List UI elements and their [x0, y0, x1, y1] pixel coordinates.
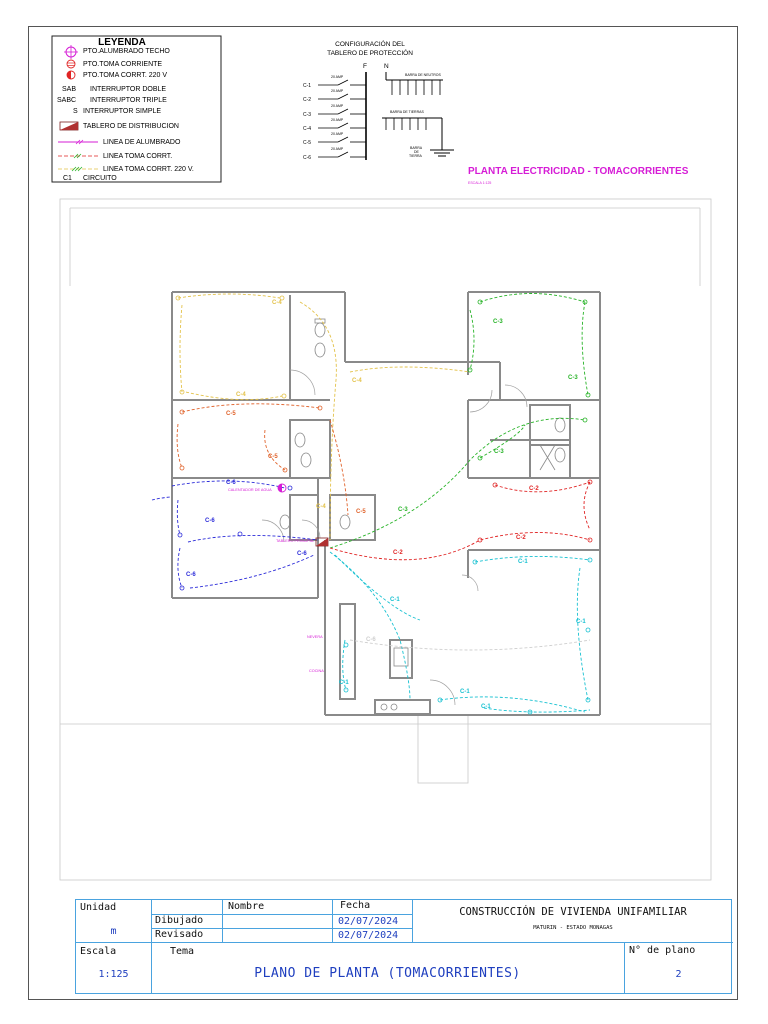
tema-value: PLANO DE PLANTA (TOMACORRIENTES)	[254, 966, 521, 981]
breaker-rating-label: 20 AMP	[331, 147, 344, 151]
water-heater-icon	[278, 484, 286, 492]
escala-label: Escala	[80, 946, 117, 957]
circuit-label: C-5	[356, 509, 366, 515]
breaker-rating-label: 20 AMP	[331, 132, 344, 136]
annotation-main-panel: TABLERO PRINCIPAL	[276, 539, 315, 543]
dibujado-date: 02/07/2024	[338, 916, 399, 927]
legend-symbol-sabc: SABC	[57, 97, 77, 104]
walls	[172, 292, 600, 715]
revisado-label: Revisado	[155, 929, 204, 940]
config-phase-n: N	[384, 63, 389, 70]
circuit-label: C-2	[393, 550, 403, 556]
neutral-terminals	[392, 80, 440, 95]
legend-label-outlet: PTO.TOMA CORRIENTE	[83, 61, 163, 68]
escala-value: 1:125	[98, 969, 129, 980]
legend-symbol-s: S	[73, 108, 78, 115]
outlet-220v-icon	[67, 71, 75, 79]
circuit-label: C-3	[398, 507, 408, 513]
outlet-icon	[67, 60, 75, 68]
circuit-label: C-1	[518, 559, 528, 565]
plan-scale-note: ESCALA 1:125	[468, 181, 492, 185]
nombre-label: Nombre	[228, 901, 265, 912]
unidad-value: m	[110, 926, 117, 937]
config-title-line1: CONFIGURACIÓN DEL	[335, 41, 405, 48]
config-phase-f: F	[363, 63, 367, 70]
legend-label-triple-switch: INTERRUPTOR TRIPLE	[90, 97, 167, 104]
circuit-label: C-5	[226, 411, 236, 417]
legend-label-outlet-220v-line: LINEA TOMA CORRT. 220 V.	[103, 166, 194, 173]
config-title-line2: TABLERO DE PROTECCIÓN	[327, 50, 413, 57]
circuit-label: C-4	[272, 300, 282, 306]
circuit-label: C-2	[529, 486, 539, 492]
circuit-label: C-3	[494, 449, 504, 455]
plan-annotations	[228, 488, 324, 673]
legend-symbol-sab: SAB	[62, 86, 77, 93]
breaker-c6	[303, 147, 366, 161]
legend-label-outlet-220v: PTO.TOMA CORRT. 220 V	[83, 72, 168, 79]
circuit-label: C-6	[205, 518, 215, 524]
breaker-circuit-label: C-3	[303, 112, 312, 118]
plan-title: PLANTA ELECTRICIDAD - TOMACORRIENTES	[468, 166, 689, 177]
legend-label-single-switch: INTERRUPTOR SIMPLE	[83, 108, 162, 115]
tema-label: Tema	[170, 946, 195, 957]
ceiling-light-icon	[64, 45, 78, 59]
breaker-rating-label: 20 AMP	[331, 118, 344, 122]
earth-ground-icon	[430, 150, 454, 156]
circuit-label: C-3	[568, 375, 578, 381]
circuit-label: C-1	[481, 704, 491, 710]
ground-terminals	[386, 118, 426, 130]
outlet-220v-line-icon	[58, 167, 98, 171]
circuit-label: C-6	[366, 637, 376, 643]
lighting-line-icon	[58, 140, 98, 144]
breaker-c5	[303, 132, 366, 146]
breaker-circuit-label: C-1	[303, 83, 312, 89]
breaker-c2	[303, 89, 366, 103]
breaker-c4	[303, 118, 366, 132]
circuit-run-c3	[330, 294, 588, 549]
legend-symbol-c1: C1	[63, 175, 72, 182]
unidad-label: Unidad	[80, 902, 117, 913]
outlet-line-icon	[58, 154, 98, 158]
circuit-run-c6	[152, 481, 318, 588]
circuit-label: C-5	[268, 454, 278, 460]
plano-value: 2	[675, 969, 682, 980]
earth-label-1: BARRA	[410, 146, 423, 150]
fecha-label: Fecha	[340, 900, 371, 911]
dibujado-label: Dibujado	[155, 915, 204, 926]
revisado-date: 02/07/2024	[338, 930, 399, 941]
annotation-water-heater: CALENTADOR DE AGUA	[228, 488, 272, 492]
annotation-stove: COCINA	[309, 669, 324, 673]
title-block	[75, 899, 732, 994]
project-title: CONSTRUCCIÓN DE VIVIENDA UNIFAMILIAR	[459, 906, 687, 918]
breaker-c3	[303, 104, 366, 118]
circuit-label: C-4	[352, 378, 362, 384]
circuit-label: C-3	[493, 319, 503, 325]
neutral-bar-label: BARRA DE NEUTROS	[405, 73, 441, 77]
circuit-run-gray	[350, 640, 590, 650]
distribution-panel-icon	[60, 122, 78, 130]
legend-label-panel: TABLERO DE DISTRIBUCION	[83, 123, 179, 130]
circuit-label: C-2	[516, 535, 526, 541]
legend-label-circuit: CIRCUITO	[83, 175, 117, 182]
annotation-fridge: NEVERA	[307, 635, 323, 639]
circuit-label: C-1	[576, 619, 586, 625]
legend-title: LEYENDA	[98, 37, 146, 48]
legend-label-ceiling-light: PTO.ALUMBRADO TECHO	[83, 48, 170, 55]
circuit-label: C-4	[236, 392, 246, 398]
circuit-label: C-6	[186, 572, 196, 578]
legend	[52, 36, 221, 182]
site-outline	[60, 199, 711, 880]
breaker-circuit-label: C-5	[303, 140, 312, 146]
circuit-label: C-6	[297, 551, 307, 557]
circuit-label: C-1	[339, 680, 349, 686]
plano-label: N° de plano	[629, 945, 696, 956]
breaker-circuit-label: C-6	[303, 155, 312, 161]
panel-configuration	[303, 39, 454, 161]
circuit-label: C-4	[316, 504, 326, 510]
breaker-circuit-label: C-2	[303, 97, 312, 103]
legend-label-double-switch: INTERRUPTOR DOBLE	[90, 86, 167, 93]
legend-label-outlet-line: LINEA TOMA CORRT.	[103, 153, 173, 160]
breaker-rating-label: 20 AMP	[331, 89, 344, 93]
breaker-rating-label: 20 AMP	[331, 104, 344, 108]
legend-label-lighting-line: LINEA DE ALUMBRADO	[103, 139, 181, 146]
breaker-c1	[303, 75, 366, 89]
circuit-label: C-1	[460, 689, 470, 695]
bathroom-fixtures	[280, 319, 565, 710]
breaker-circuit-label: C-4	[303, 126, 312, 132]
earth-label-2: DE	[414, 150, 419, 154]
circuit-run-c2	[330, 482, 590, 560]
earth-label-3: TIERRA	[409, 154, 422, 158]
outlet-markers	[176, 296, 592, 714]
circuit-label: C-1	[390, 597, 400, 603]
project-location: MATURIN - ESTADO MONAGAS	[533, 925, 613, 931]
breaker-rating-label: 20 AMP	[331, 75, 344, 79]
circuit-label: C-6	[226, 480, 236, 486]
ground-bar-label: BARRA DE TIERRAS	[390, 110, 424, 114]
